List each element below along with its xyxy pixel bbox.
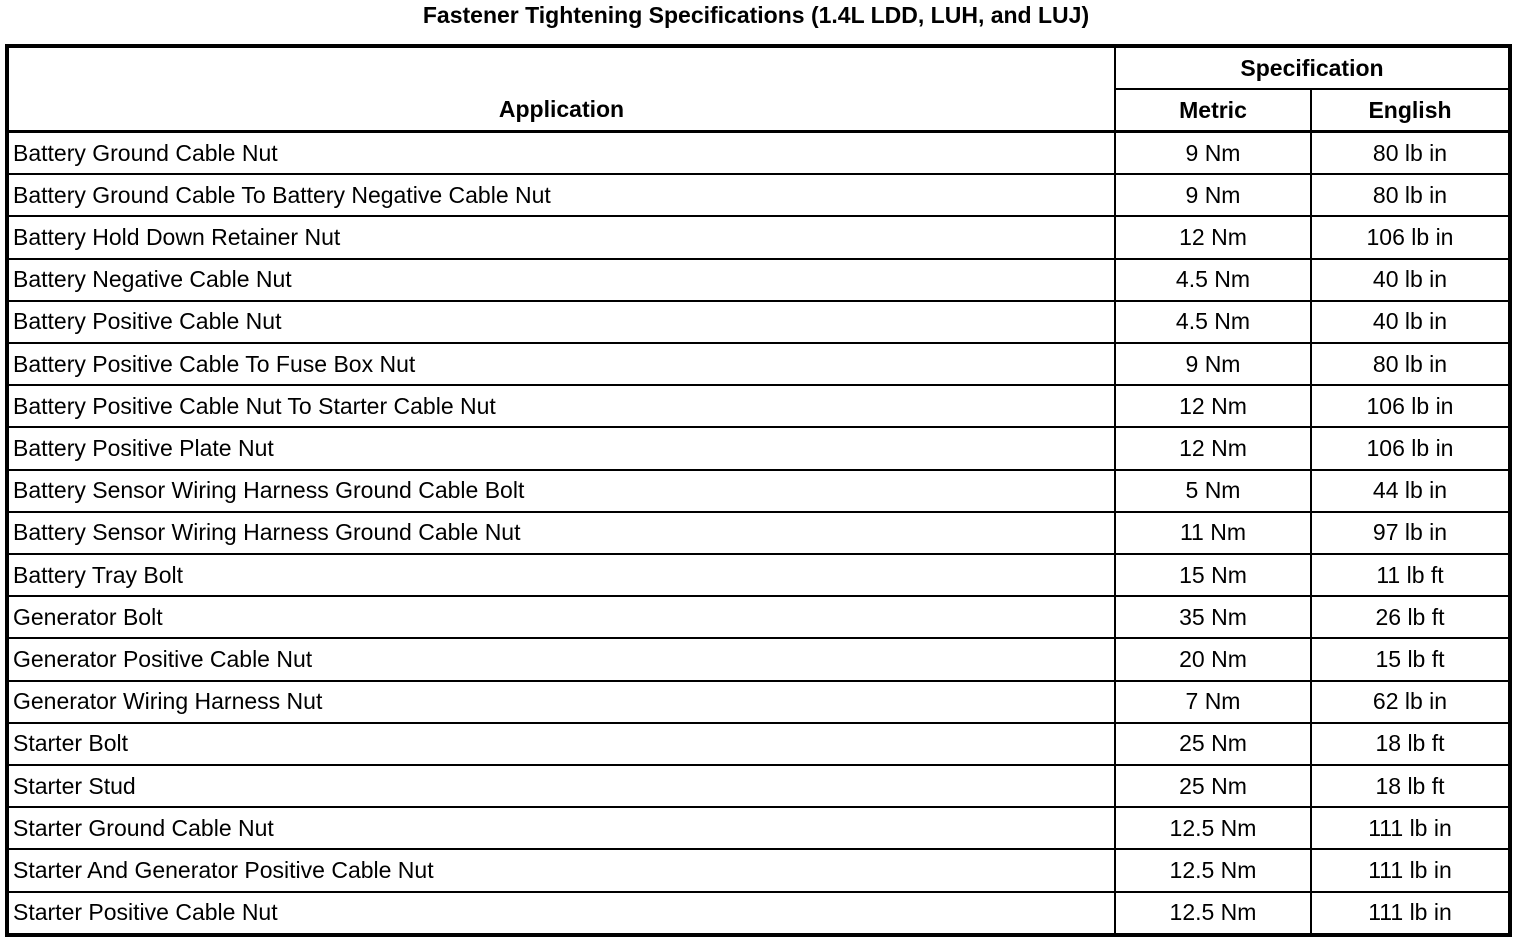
cell-metric: 9 Nm [1115, 343, 1311, 385]
cell-application: Generator Positive Cable Nut [7, 638, 1115, 680]
cell-metric: 11 Nm [1115, 512, 1311, 554]
cell-application: Battery Hold Down Retainer Nut [7, 216, 1115, 258]
cell-metric: 12 Nm [1115, 216, 1311, 258]
cell-english: 11 lb ft [1311, 554, 1510, 596]
cell-metric: 12 Nm [1115, 385, 1311, 427]
cell-english: 106 lb in [1311, 385, 1510, 427]
table-row [7, 554, 1510, 596]
column-header-english: English [1311, 89, 1510, 132]
cell-english: 26 lb ft [1311, 596, 1510, 638]
cell-application: Battery Positive Cable Nut [7, 301, 1115, 343]
table-body [7, 132, 1510, 936]
column-header-metric: Metric [1115, 89, 1311, 132]
table-row [7, 849, 1510, 891]
table-row [7, 765, 1510, 807]
cell-application: Starter Ground Cable Nut [7, 807, 1115, 849]
cell-english: 18 lb ft [1311, 765, 1510, 807]
table-row [7, 681, 1510, 723]
cell-metric: 9 Nm [1115, 132, 1311, 175]
cell-english: 80 lb in [1311, 132, 1510, 175]
cell-application: Battery Ground Cable To Battery Negative Cable Nut [7, 174, 1115, 216]
column-header-specification: Specification [1115, 46, 1510, 89]
cell-english: 97 lb in [1311, 512, 1510, 554]
cell-metric: 7 Nm [1115, 681, 1311, 723]
cell-english: 15 lb ft [1311, 638, 1510, 680]
cell-metric: 9 Nm [1115, 174, 1311, 216]
cell-english: 44 lb in [1311, 470, 1510, 512]
cell-application: Battery Sensor Wiring Harness Ground Cable Bolt [7, 470, 1115, 512]
cell-english: 106 lb in [1311, 427, 1510, 469]
table-row [7, 174, 1510, 216]
table-row [7, 638, 1510, 680]
page-title: Fastener Tightening Specifications (1.4L LDD, LUH, and LUJ) [422, 2, 1090, 28]
table-row [7, 807, 1510, 849]
table-row [7, 132, 1510, 175]
cell-application: Generator Wiring Harness Nut [7, 681, 1115, 723]
cell-english: 40 lb in [1311, 259, 1510, 301]
cell-metric: 5 Nm [1115, 470, 1311, 512]
cell-application: Starter And Generator Positive Cable Nut [7, 849, 1115, 891]
table-row [7, 216, 1510, 258]
cell-application: Battery Negative Cable Nut [7, 259, 1115, 301]
cell-english: 40 lb in [1311, 301, 1510, 343]
table-row [7, 470, 1510, 512]
cell-metric: 12.5 Nm [1115, 807, 1311, 849]
table-row [7, 385, 1510, 427]
cell-english: 80 lb in [1311, 343, 1510, 385]
header-row-top [7, 46, 1510, 89]
cell-metric: 20 Nm [1115, 638, 1311, 680]
cell-metric: 4.5 Nm [1115, 259, 1311, 301]
fastener-spec-table [5, 44, 1512, 937]
cell-english: 62 lb in [1311, 681, 1510, 723]
cell-metric: 35 Nm [1115, 596, 1311, 638]
cell-metric: 12 Nm [1115, 427, 1311, 469]
table-row [7, 512, 1510, 554]
table-row [7, 427, 1510, 469]
table-header [7, 46, 1510, 132]
table-row [7, 723, 1510, 765]
cell-english: 80 lb in [1311, 174, 1510, 216]
cell-metric: 25 Nm [1115, 765, 1311, 807]
column-header-application: Application [7, 46, 1115, 132]
cell-application: Starter Stud [7, 765, 1115, 807]
cell-application: Battery Sensor Wiring Harness Ground Cable Nut [7, 512, 1115, 554]
cell-english: 106 lb in [1311, 216, 1510, 258]
cell-english: 111 lb in [1311, 892, 1510, 935]
cell-application: Generator Bolt [7, 596, 1115, 638]
table-row [7, 596, 1510, 638]
cell-application: Battery Positive Plate Nut [7, 427, 1115, 469]
cell-metric: 15 Nm [1115, 554, 1311, 596]
cell-application: Battery Positive Cable To Fuse Box Nut [7, 343, 1115, 385]
cell-metric: 4.5 Nm [1115, 301, 1311, 343]
cell-application: Starter Positive Cable Nut [7, 892, 1115, 935]
cell-metric: 12.5 Nm [1115, 892, 1311, 935]
cell-application: Battery Tray Bolt [7, 554, 1115, 596]
table-row [7, 343, 1510, 385]
cell-application: Starter Bolt [7, 723, 1115, 765]
table-row [7, 892, 1510, 935]
cell-metric: 12.5 Nm [1115, 849, 1311, 891]
table-row [7, 301, 1510, 343]
table-row [7, 259, 1510, 301]
cell-english: 111 lb in [1311, 849, 1510, 891]
cell-english: 18 lb ft [1311, 723, 1510, 765]
cell-metric: 25 Nm [1115, 723, 1311, 765]
cell-application: Battery Ground Cable Nut [7, 132, 1115, 175]
cell-application: Battery Positive Cable Nut To Starter Cable Nut [7, 385, 1115, 427]
cell-english: 111 lb in [1311, 807, 1510, 849]
